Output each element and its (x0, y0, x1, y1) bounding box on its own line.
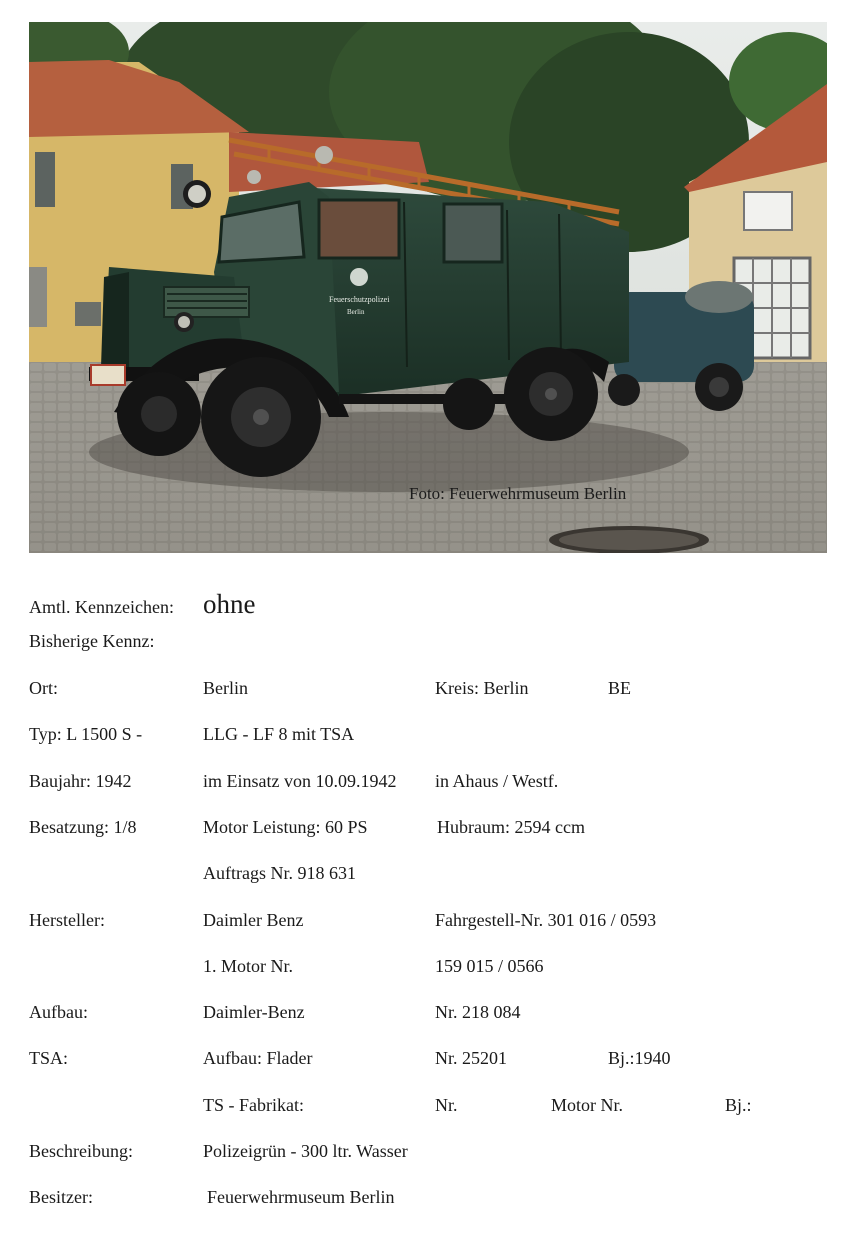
ts-baujahr: Bj.: (725, 1095, 752, 1115)
kennzeichen-value: ohne (203, 589, 256, 619)
einsatz-ort: in Ahaus / Westf. (435, 771, 559, 791)
besatzung-label: Besatzung: 1/8 (29, 817, 137, 837)
ts-nr: Nr. (435, 1095, 458, 1115)
kreis-code: BE (608, 678, 632, 698)
hersteller-label: Hersteller: (29, 910, 105, 930)
ort-label: Ort: (29, 678, 58, 698)
baujahr-label: Baujahr: 1942 (29, 771, 132, 791)
hersteller-value: Daimler Benz (203, 910, 304, 930)
tsa-baujahr: Bj.:1940 (608, 1048, 671, 1068)
tsa-nr: Nr. 25201 (435, 1048, 507, 1068)
typ-label: Typ: L 1500 S - (29, 724, 143, 744)
aufbau-value: Daimler-Benz (203, 1002, 305, 1022)
vehicle-photo (29, 22, 827, 553)
fire-truck-illustration (29, 22, 827, 553)
kreis-value: Kreis: Berlin (435, 678, 529, 698)
kennzeichen-label: Amtl. Kennzeichen: (29, 597, 174, 617)
besitzer-value: Feuerwehrmuseum Berlin (207, 1187, 395, 1207)
door-lettering-line1: Feuerschutzpolizei (329, 295, 390, 304)
aufbau-nr: Nr. 218 084 (435, 1002, 521, 1022)
tsa-aufbau: Aufbau: Flader (203, 1048, 313, 1068)
motor-nr-label: 1. Motor Nr. (203, 956, 293, 976)
beschreibung-label: Beschreibung: (29, 1141, 133, 1161)
beschreibung-value: Polizeigrün - 300 ltr. Wasser (203, 1141, 408, 1161)
motor-leistung: Motor Leistung: 60 PS (203, 817, 368, 837)
motor-nr-value: 159 015 / 0566 (435, 956, 544, 976)
auftrag-nr: Auftrags Nr. 918 631 (203, 863, 356, 883)
typ-value: LLG - LF 8 mit TSA (203, 724, 355, 744)
hubraum: Hubraum: 2594 ccm (437, 817, 585, 837)
aufbau-label: Aufbau: (29, 1002, 88, 1022)
ort-value: Berlin (203, 678, 248, 698)
bisherige-label: Bisherige Kennz: (29, 631, 155, 651)
ts-motor-nr: Motor Nr. (551, 1095, 623, 1115)
besitzer-label: Besitzer: (29, 1187, 93, 1207)
einsatz-value: im Einsatz von 10.09.1942 (203, 771, 397, 791)
ts-fabrikat: TS - Fabrikat: (203, 1095, 304, 1115)
photo-credit: Foto: Feuerwehrmuseum Berlin (409, 484, 627, 503)
tsa-label: TSA: (29, 1048, 69, 1068)
fahrgestell-nr: Fahrgestell-Nr. 301 016 / 0593 (435, 910, 657, 930)
door-lettering-line2: Berlin (347, 308, 365, 316)
